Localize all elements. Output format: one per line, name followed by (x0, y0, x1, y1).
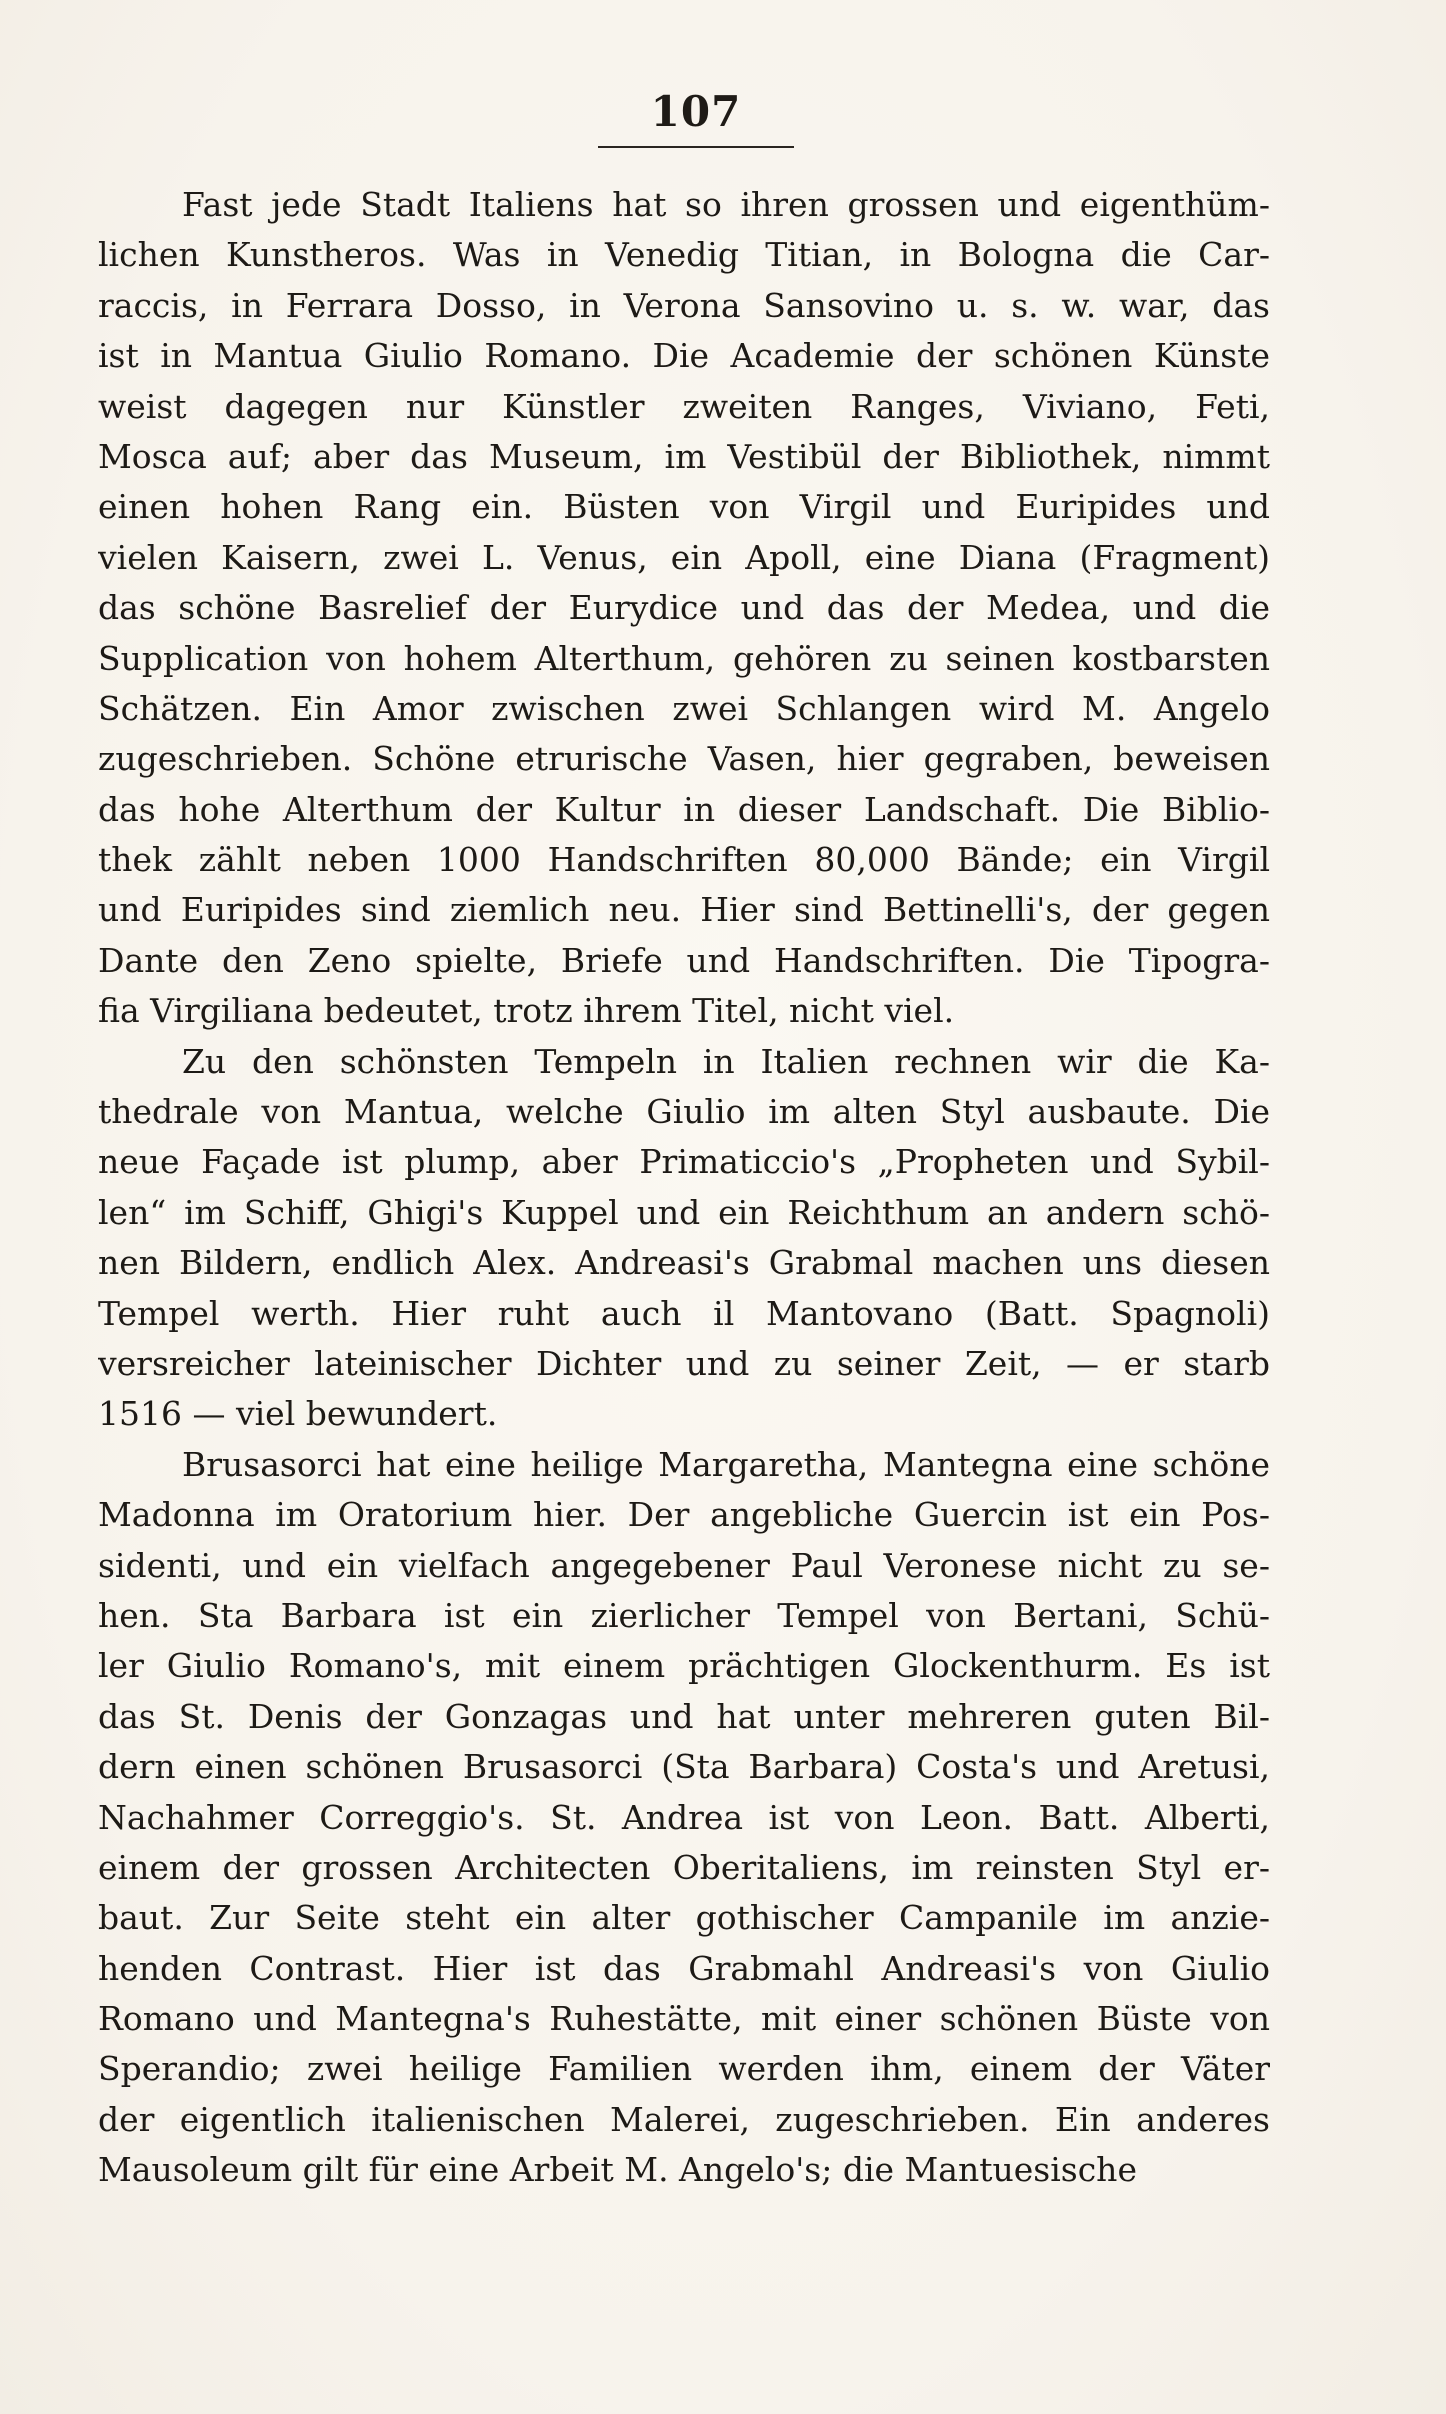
text-line: zugeschrieben. Schöne etrurische Vasen, hier gegraben, beweisen (98, 739, 1270, 779)
text-line: das St. Denis der Gonzagas und hat unter mehreren guten Bil- (98, 1696, 1270, 1736)
text-line: dern einen schönen Brusasorci (Sta Barbara) Costa's und Aretusi, (98, 1747, 1270, 1787)
body-text (98, 180, 1270, 2196)
text-line: Supplication von hohem Alterthum, gehören zu seinen kostbarsten (98, 638, 1270, 678)
text-line: fia Virgiliana bedeutet, trotz ihrem Titel, nicht viel. (98, 991, 955, 1031)
text-line: das hohe Alterthum der Kultur in dieser Landschaft. Die Biblio- (98, 789, 1270, 829)
text-line: das schöne Basrelief der Eurydice und das der Medea, und die (98, 588, 1270, 628)
text-line: Nachahmer Correggio's. St. Andrea ist von Leon. Batt. Alberti, (98, 1797, 1270, 1837)
text-line: thedrale von Mantua, welche Giulio im alten Styl ausbaute. Die (98, 1092, 1270, 1132)
text-line: 1516 — viel bewundert. (98, 1394, 498, 1434)
text-line: versreicher lateinischer Dichter und zu seiner Zeit, — er starb (98, 1343, 1270, 1383)
paragraph (98, 180, 1270, 1037)
text-line: Sperandio; zwei heilige Familien werden ihm, einem der Väter (98, 2049, 1270, 2089)
text-line: einem der grossen Architecten Oberitaliens, im reinsten Styl er- (98, 1847, 1270, 1887)
text-line: Mausoleum gilt für eine Arbeit M. Angelo's; die Mantuesische (98, 2150, 1137, 2190)
text-line: weist dagegen nur Künstler zweiten Ranges, Viviano, Feti, (98, 386, 1270, 426)
page-number: 107 (650, 87, 742, 136)
text-line: einen hohen Rang ein. Büsten von Virgil und Euripides und (98, 487, 1270, 527)
text-line: neue Façade ist plump, aber Primaticcio's „Propheten und Sybil- (98, 1142, 1270, 1182)
header-rule (598, 146, 794, 148)
text-line: ist in Mantua Giulio Romano. Die Academie der schönen Künste (98, 336, 1270, 376)
text-line: Tempel werth. Hier ruht auch il Mantovano (Batt. Spagnoli) (98, 1293, 1270, 1333)
text-line: Brusasorci hat eine heilige Margaretha, Mantegna eine schöne (182, 1444, 1270, 1484)
text-line: der eigentlich italienischen Malerei, zugeschrieben. Ein anderes (98, 2099, 1270, 2139)
paragraph (98, 1440, 1270, 2196)
text-line: Romano und Mantegna's Ruhestätte, mit einer schönen Büste von (98, 1999, 1270, 2039)
text-line: Fast jede Stadt Italiens hat so ihren grossen und eigenthüm- (182, 185, 1270, 224)
text-line: lichen Kunstheros. Was in Venedig Titian, in Bologna die Car- (98, 235, 1270, 275)
text-line: Schätzen. Ein Amor zwischen zwei Schlangen wird M. Angelo (98, 688, 1270, 728)
paragraph (98, 1037, 1270, 1440)
text-line: thek zählt neben 1000 Handschriften 80,000 Bände; ein Virgil (98, 840, 1270, 880)
text-line: baut. Zur Seite steht ein alter gothischer Campanile im anzie- (98, 1898, 1270, 1938)
text-line: nen Bildern, endlich Alex. Andreasi's Grabmal machen uns diesen (98, 1243, 1270, 1283)
text-line: raccis, in Ferrara Dosso, in Verona Sansovino u. s. w. war, das (98, 285, 1270, 325)
text-line: henden Contrast. Hier ist das Grabmahl Andreasi's von Giulio (98, 1948, 1270, 1988)
text-line: hen. Sta Barbara ist ein zierlicher Tempel von Bertani, Schü- (98, 1595, 1270, 1635)
text-line: sidenti, und ein vielfach angegebener Paul Veronese nicht zu se- (98, 1545, 1270, 1585)
text-line: ler Giulio Romano's, mit einem prächtigen Glockenthurm. Es ist (98, 1646, 1270, 1686)
text-line: und Euripides sind ziemlich neu. Hier sind Bettinelli's, der gegen (98, 890, 1270, 930)
text-line: Madonna im Oratorium hier. Der angebliche Guercin ist ein Pos- (98, 1495, 1270, 1535)
text-line: len“ im Schiff, Ghigi's Kuppel und ein Reichthum an andern schö- (98, 1192, 1270, 1232)
text-line: Mosca auf; aber das Museum, im Vestibül der Bibliothek, nimmt (98, 436, 1270, 476)
text-line: vielen Kaisern, zwei L. Venus, ein Apoll, eine Diana (Fragment) (98, 537, 1270, 577)
text-line: Dante den Zeno spielte, Briefe und Handschriften. Die Tipogra- (98, 940, 1270, 980)
text-line: Zu den schönsten Tempeln in Italien rechnen wir die Ka- (182, 1041, 1270, 1081)
page-header (598, 86, 794, 138)
